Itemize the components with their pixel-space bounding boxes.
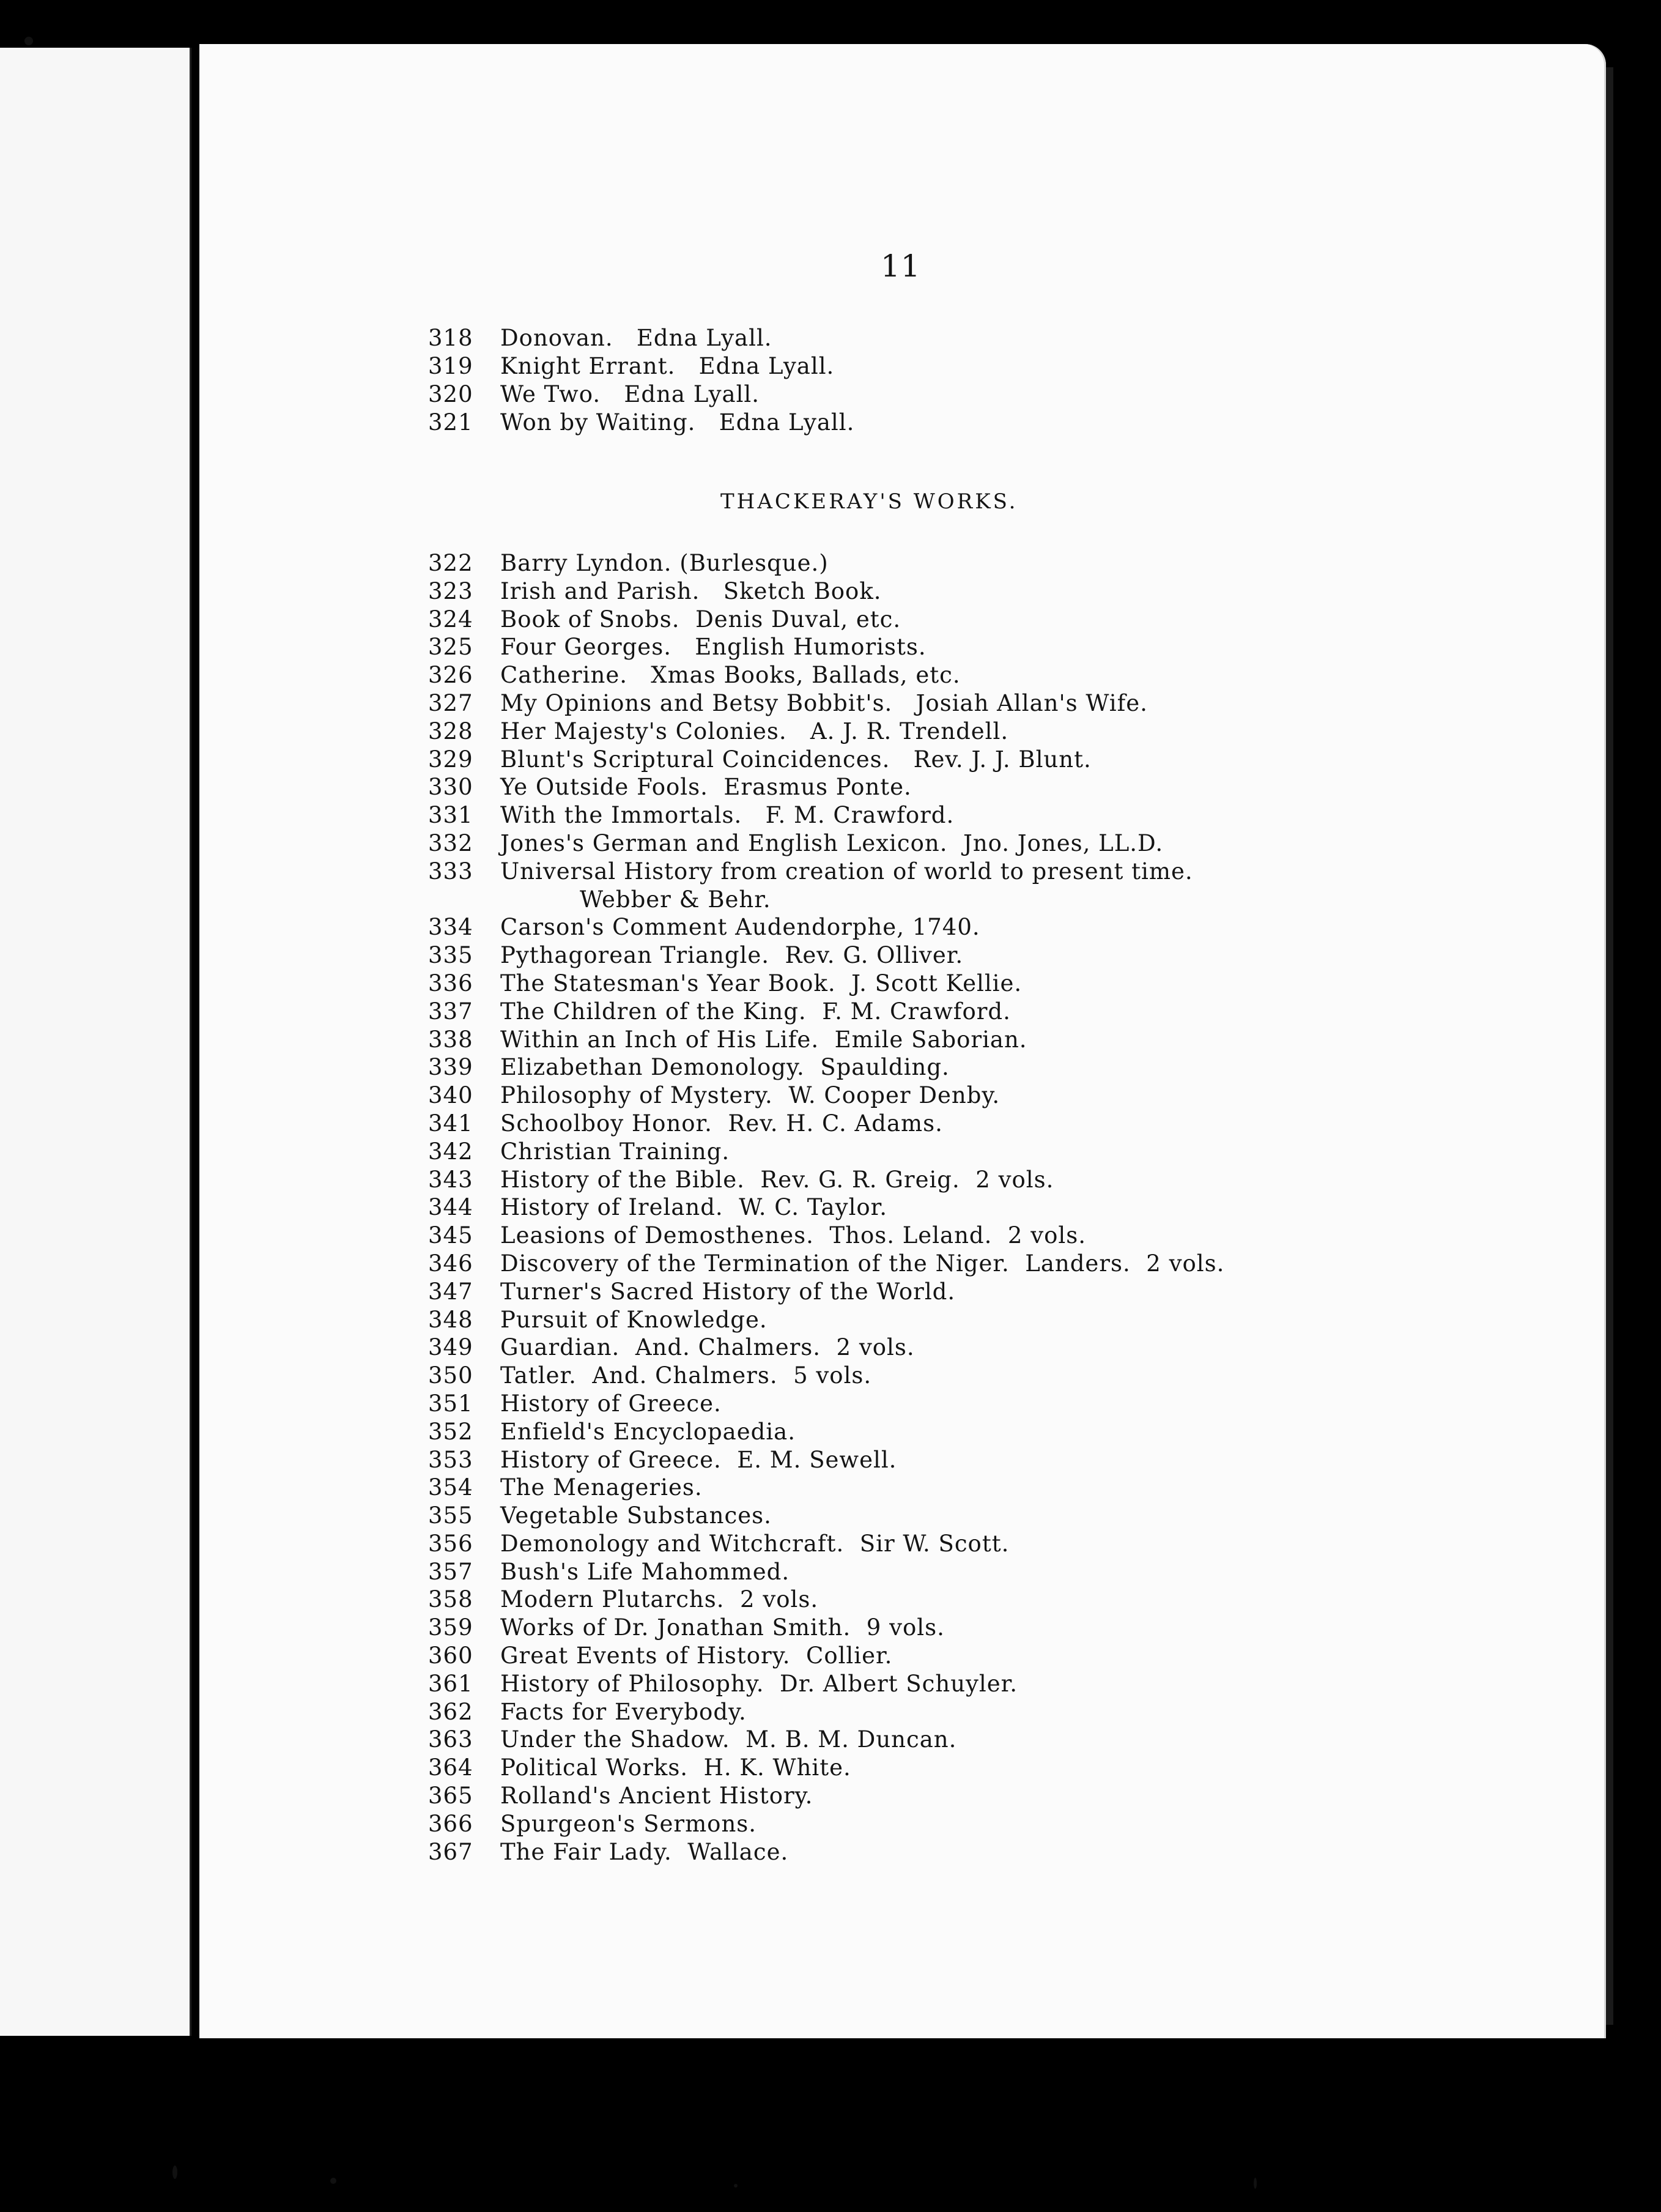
entry-number: 331 xyxy=(428,802,473,829)
entries-before-heading xyxy=(428,324,1358,437)
entry-title: Within an Inch of His Life. Emile Saborian. xyxy=(500,1026,1027,1053)
entry-number: 346 xyxy=(428,1250,473,1277)
entry-number: 329 xyxy=(428,746,473,773)
entry-title: With the Immortals. F. M. Crawford. xyxy=(500,802,955,829)
entry-number: 322 xyxy=(428,550,473,576)
list-item xyxy=(428,1026,1358,1054)
entry-number: 320 xyxy=(428,381,473,407)
entry-number: 338 xyxy=(428,1026,473,1053)
entry-number: 348 xyxy=(428,1306,473,1333)
entry-title: The Statesman's Year Book. J. Scott Kellie. xyxy=(500,970,1023,997)
entry-number: 352 xyxy=(428,1418,473,1445)
entry-title-continuation: Webber & Behr. xyxy=(580,886,771,913)
entry-number: 357 xyxy=(428,1558,473,1585)
entry-title: Spurgeon's Sermons. xyxy=(500,1810,757,1837)
list-item xyxy=(428,718,1358,746)
entry-number: 361 xyxy=(428,1670,473,1697)
entry-title: Guardian. And. Chalmers. 2 vols. xyxy=(500,1334,915,1361)
entry-number: 332 xyxy=(428,830,473,856)
list-item xyxy=(428,689,1358,718)
entry-title: History of Ireland. W. C. Taylor. xyxy=(500,1194,888,1221)
entry-title: Under the Shadow. M. B. M. Duncan. xyxy=(500,1726,957,1753)
entry-number: 328 xyxy=(428,718,473,744)
list-item xyxy=(428,1810,1358,1838)
list-item xyxy=(428,1754,1358,1782)
list-item xyxy=(428,1082,1358,1110)
entry-number: 345 xyxy=(428,1222,473,1249)
entry-number-spacer xyxy=(428,886,500,914)
list-item xyxy=(428,1782,1358,1810)
list-item xyxy=(428,1390,1358,1418)
entry-title: Jones's German and English Lexicon. Jno. Jones, LL.D. xyxy=(500,830,1164,856)
list-item xyxy=(428,352,1358,380)
list-item xyxy=(428,1642,1358,1670)
entry-number: 343 xyxy=(428,1166,473,1193)
entry-title: Political Works. H. K. White. xyxy=(500,1754,851,1781)
entry-number: 356 xyxy=(428,1530,473,1557)
list-item xyxy=(428,1726,1358,1754)
list-item xyxy=(428,1502,1358,1530)
entry-number: 359 xyxy=(428,1614,473,1641)
entry-number: 351 xyxy=(428,1390,473,1417)
list-item xyxy=(428,1418,1358,1446)
entry-title: We Two. Edna Lyall. xyxy=(500,381,760,407)
entry-number: 339 xyxy=(428,1054,473,1081)
entry-number: 355 xyxy=(428,1502,473,1529)
list-item xyxy=(428,577,1358,606)
entry-title: Book of Snobs. Denis Duval, etc. xyxy=(500,606,901,633)
list-item xyxy=(428,1586,1358,1614)
list-item xyxy=(428,1278,1358,1306)
entry-number: 341 xyxy=(428,1110,473,1137)
entry-number: 318 xyxy=(428,325,473,351)
list-item xyxy=(428,913,1358,941)
section-heading: THACKERAY'S WORKS. xyxy=(720,489,1018,514)
list-item xyxy=(428,998,1358,1026)
entry-title: Christian Training. xyxy=(500,1138,730,1165)
entry-number: 344 xyxy=(428,1194,473,1221)
entry-number: 354 xyxy=(428,1474,473,1501)
list-item xyxy=(428,1614,1358,1642)
entry-number: 333 xyxy=(428,858,473,885)
list-item xyxy=(428,941,1358,970)
list-item xyxy=(428,1250,1358,1278)
entry-number: 321 xyxy=(428,409,473,436)
entry-number: 363 xyxy=(428,1726,473,1753)
list-item-continuation xyxy=(428,886,1358,914)
list-item xyxy=(428,970,1358,998)
entry-title: Pythagorean Triangle. Rev. G. Olliver. xyxy=(500,942,964,969)
list-item xyxy=(428,746,1358,774)
list-item xyxy=(428,1530,1358,1558)
entry-number: 364 xyxy=(428,1754,473,1781)
entry-number: 319 xyxy=(428,353,473,379)
entry-number: 358 xyxy=(428,1586,473,1613)
list-item xyxy=(428,380,1358,409)
entry-title: Rolland's Ancient History. xyxy=(500,1783,813,1809)
list-item xyxy=(428,1138,1358,1166)
entry-title: The Fair Lady. Wallace. xyxy=(500,1838,789,1865)
entry-title: Discovery of the Termination of the Niger. Landers. 2 vols. xyxy=(500,1250,1225,1277)
entry-title: The Children of the King. F. M. Crawford. xyxy=(500,998,1011,1025)
list-item xyxy=(428,606,1358,634)
entry-title: Blunt's Scriptural Coincidences. Rev. J. J. Blunt. xyxy=(500,746,1092,773)
entry-title: Four Georges. English Humorists. xyxy=(500,634,927,661)
entry-number: 337 xyxy=(428,998,473,1025)
list-item xyxy=(428,1446,1358,1474)
entry-title: Leasions of Demosthenes. Thos. Leland. 2 vols. xyxy=(500,1222,1086,1249)
entry-title: History of the Bible. Rev. G. R. Greig. 2 vols. xyxy=(500,1166,1054,1193)
entry-number: 327 xyxy=(428,689,473,716)
list-item xyxy=(428,1334,1358,1362)
list-item xyxy=(428,1558,1358,1586)
entry-title: Modern Plutarchs. 2 vols. xyxy=(500,1586,819,1613)
entry-title: Demonology and Witchcraft. Sir W. Scott. xyxy=(500,1530,1010,1557)
entry-number: 336 xyxy=(428,970,473,997)
list-item xyxy=(428,1222,1358,1250)
list-item xyxy=(428,1053,1358,1082)
list-item xyxy=(428,549,1358,577)
entry-title: History of Philosophy. Dr. Albert Schuyler. xyxy=(500,1670,1018,1697)
entry-title: Carson's Comment Audendorphe, 1740. xyxy=(500,914,980,941)
entry-title: Tatler. And. Chalmers. 5 vols. xyxy=(500,1362,872,1389)
list-item xyxy=(428,801,1358,830)
entry-number: 334 xyxy=(428,914,473,941)
left-page-edge xyxy=(0,48,191,2036)
entry-title: Knight Errant. Edna Lyall. xyxy=(500,353,835,379)
page-number: 11 xyxy=(881,248,921,284)
entry-number: 362 xyxy=(428,1698,473,1725)
entry-title: Works of Dr. Jonathan Smith. 9 vols. xyxy=(500,1614,945,1641)
entry-number: 365 xyxy=(428,1783,473,1809)
entry-number: 325 xyxy=(428,634,473,661)
list-item xyxy=(428,1193,1358,1222)
list-item xyxy=(428,661,1358,689)
entry-title: Philosophy of Mystery. W. Cooper Denby. xyxy=(500,1082,1001,1109)
list-item xyxy=(428,1306,1358,1334)
entry-title: Elizabethan Demonology. Spaulding. xyxy=(500,1054,950,1081)
entry-number: 350 xyxy=(428,1362,473,1389)
entry-number: 323 xyxy=(428,577,473,604)
entry-title: Pursuit of Knowledge. xyxy=(500,1306,768,1333)
entry-title: Vegetable Substances. xyxy=(500,1502,772,1529)
list-item xyxy=(428,773,1358,801)
entry-number: 324 xyxy=(428,606,473,633)
list-item xyxy=(428,830,1358,858)
entry-number: 366 xyxy=(428,1810,473,1837)
entry-title: Universal History from creation of world to present time. xyxy=(500,858,1193,885)
list-item xyxy=(428,858,1358,886)
entry-number: 335 xyxy=(428,942,473,969)
list-item xyxy=(428,324,1358,352)
entry-number: 342 xyxy=(428,1138,473,1165)
entry-title: Donovan. Edna Lyall. xyxy=(500,325,772,351)
entry-title: Irish and Parish. Sketch Book. xyxy=(500,577,882,604)
entry-number: 340 xyxy=(428,1082,473,1109)
list-item xyxy=(428,633,1358,661)
entry-number: 353 xyxy=(428,1446,473,1473)
entry-number: 347 xyxy=(428,1278,473,1305)
catalog-entries xyxy=(428,549,1358,1866)
entry-title: Facts for Everybody. xyxy=(500,1698,747,1725)
entry-title: Barry Lyndon. (Burlesque.) xyxy=(500,550,829,576)
entry-title: Ye Outside Fools. Erasmus Ponte. xyxy=(500,774,912,801)
entry-title: History of Greece. E. M. Sewell. xyxy=(500,1446,897,1473)
entry-title: Schoolboy Honor. Rev. H. C. Adams. xyxy=(500,1110,943,1137)
page-edge-shadow xyxy=(1606,67,1613,2025)
list-item xyxy=(428,1698,1358,1726)
entry-title: Catherine. Xmas Books, Ballads, etc. xyxy=(500,662,961,689)
list-item xyxy=(428,409,1358,437)
entry-number: 367 xyxy=(428,1838,473,1865)
list-item xyxy=(428,1474,1358,1502)
list-item xyxy=(428,1362,1358,1390)
entry-title: Great Events of History. Collier. xyxy=(500,1642,893,1669)
entry-number: 326 xyxy=(428,662,473,689)
list-item xyxy=(428,1838,1358,1866)
entry-title: Bush's Life Mahommed. xyxy=(500,1558,790,1585)
entry-title: My Opinions and Betsy Bobbit's. Josiah Allan's Wife. xyxy=(500,689,1148,716)
entry-number: 360 xyxy=(428,1642,473,1669)
entry-title: Turner's Sacred History of the World. xyxy=(500,1278,956,1305)
entry-number: 349 xyxy=(428,1334,473,1361)
entry-title: The Menageries. xyxy=(500,1474,703,1501)
entry-number: 330 xyxy=(428,774,473,801)
list-item xyxy=(428,1670,1358,1698)
entry-title: History of Greece. xyxy=(500,1390,722,1417)
entry-title: Enfield's Encyclopaedia. xyxy=(500,1418,796,1445)
list-item xyxy=(428,1166,1358,1194)
entry-title: Won by Waiting. Edna Lyall. xyxy=(500,409,855,436)
entry-title: Her Majesty's Colonies. A. J. R. Trendell. xyxy=(500,718,1009,744)
list-item xyxy=(428,1110,1358,1138)
